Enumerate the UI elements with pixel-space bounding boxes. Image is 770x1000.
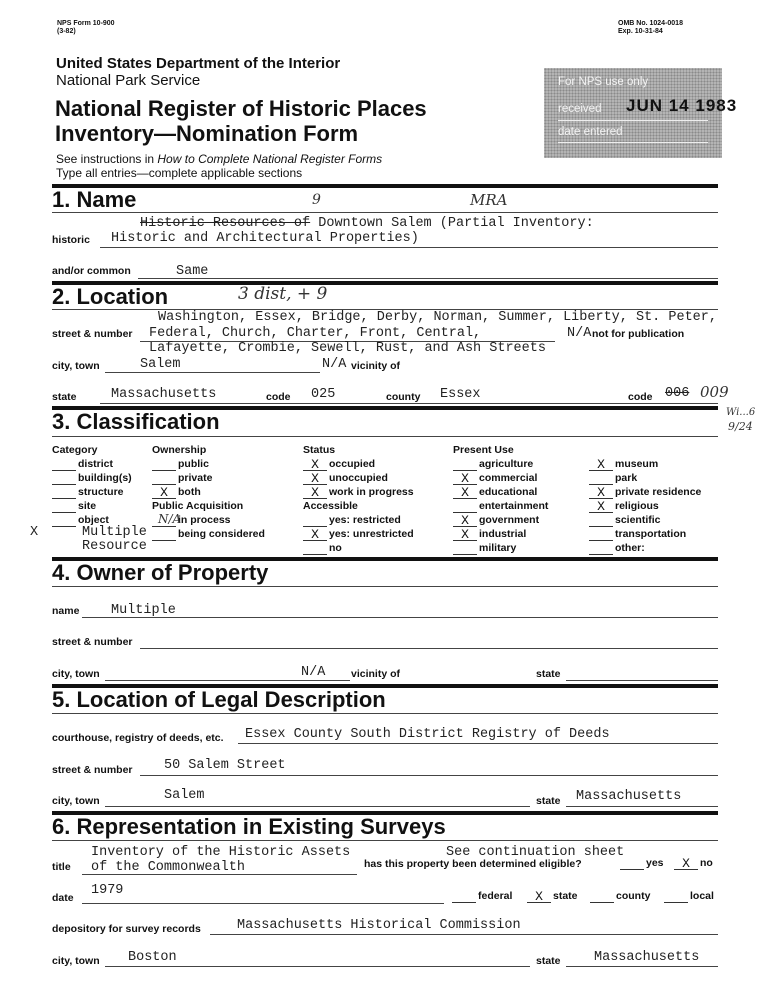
owner-vicinity-value: N/A <box>301 665 326 680</box>
acquisition-being-considered: being considered <box>152 527 265 541</box>
use-government: X government <box>453 513 539 527</box>
legal-state-label: state <box>536 795 561 807</box>
code-value: 025 <box>311 387 336 402</box>
survey-title-label: title <box>52 861 71 873</box>
depository-value: Massachusetts Historical Commission <box>237 918 521 933</box>
category-structure: structure <box>52 485 124 499</box>
use-educational: X educational <box>453 485 537 499</box>
city-label: city, town <box>52 360 100 372</box>
category-multiple-1: Multiple <box>82 525 147 540</box>
use-scientific: scientific <box>589 513 661 527</box>
eligible-question: has this property been determined eligible? <box>364 858 582 870</box>
courthouse-label: courthouse, registry of deeds, etc. <box>52 732 224 744</box>
street-line-2: Federal, Church, Charter, Front, Central, <box>149 326 482 341</box>
state-value: Massachusetts <box>111 387 217 402</box>
common-name-value: Same <box>176 264 209 279</box>
stamp-entered-label: date entered <box>558 126 623 138</box>
expiration: Exp. 10-31-84 <box>618 28 663 35</box>
omb-number: OMB No. 1024-0018 <box>618 20 683 27</box>
category-multiple-mark: X <box>30 525 39 540</box>
use-industrial: X industrial <box>453 527 526 541</box>
stamp-received-date: JUN 14 1983 <box>626 96 738 115</box>
status-work-in-progress: X work in progress <box>303 485 414 499</box>
handwritten-mark: 9 <box>312 192 321 208</box>
legal-city-label: city, town <box>52 795 100 807</box>
code2-handwritten: 009 <box>700 383 729 401</box>
use-commercial: X commercial <box>453 471 537 485</box>
survey-federal: federal <box>452 889 512 903</box>
handwritten-note: 3 dist, + 9 <box>238 284 328 304</box>
survey-city-label: city, town <box>52 955 100 967</box>
historic-name-line-2: Historic and Architectural Properties) <box>111 231 419 246</box>
section-2-title: 2. Location <box>52 284 169 309</box>
status-unoccupied: X unoccupied <box>303 471 388 485</box>
owner-name-label: name <box>52 605 80 617</box>
acquisition-header: Public Acquisition <box>152 500 244 512</box>
state-label: state <box>52 391 77 403</box>
section-rule <box>52 184 718 188</box>
survey-city-value: Boston <box>128 950 177 965</box>
ownership-both: X both <box>152 485 201 499</box>
survey-date-value: 1979 <box>91 883 124 898</box>
stamp-title: For NPS use only <box>558 76 649 88</box>
form-title-2: Inventory—Nomination Form <box>55 121 359 146</box>
ownership-header: Ownership <box>152 444 207 456</box>
survey-state: X state <box>527 889 578 903</box>
section-3-title: 3. Classification <box>52 409 220 434</box>
historic-label: historic <box>52 234 90 246</box>
form-date: (3-82) <box>57 28 76 35</box>
survey-date-label: date <box>52 892 74 904</box>
vicinity-label: vicinity of <box>351 360 401 372</box>
not-for-publication-value: N/A <box>567 326 592 341</box>
use-entertainment: entertainment <box>453 499 548 513</box>
service: National Park Service <box>56 72 201 89</box>
use-transportation: transportation <box>589 527 686 541</box>
use-agriculture: agriculture <box>453 457 533 471</box>
owner-vicinity-label: vicinity of <box>351 668 401 680</box>
margin-note-2: 9/24 <box>728 420 753 433</box>
ownership-public: public <box>152 457 209 471</box>
department: United States Department of the Interior <box>56 55 341 72</box>
street-line-3: Lafayette, Crombie, Sewell, Rust, and Ash Streets <box>149 341 546 356</box>
survey-state-label: state <box>536 955 561 967</box>
category-buildings: building(s) <box>52 471 132 485</box>
form-number: NPS Form 10-900 <box>57 20 115 27</box>
street-line-1: Washington, Essex, Bridge, Derby, Norman, Summer, Liberty, St. Peter, <box>158 310 717 325</box>
form-title-1: National Register of Historic Places <box>55 96 427 121</box>
category-site: site <box>52 499 96 513</box>
stamp-received-label: received <box>558 103 602 115</box>
survey-county: county <box>590 889 650 903</box>
use-military: military <box>453 541 516 555</box>
category-object: object <box>52 513 109 527</box>
legal-street-value: 50 Salem Street <box>164 758 286 773</box>
use-religious: X religious <box>589 499 659 513</box>
survey-local: local <box>664 889 714 903</box>
acquisition-na-handwritten: N/A <box>158 512 182 526</box>
owner-state-label: state <box>536 668 561 680</box>
section-1-title: 1. Name <box>52 187 137 212</box>
nps-use-stamp <box>544 68 738 158</box>
owner-street-label: street & number <box>52 636 133 648</box>
accessible-header: Accessible <box>303 500 358 512</box>
use-other: other: <box>589 541 645 555</box>
instructions: See instructions in How to Complete National Register Forms <box>56 152 383 166</box>
depository-label: depository for survey records <box>52 923 201 935</box>
survey-title-line-2: of the Commonwealth <box>91 860 245 875</box>
section-4-title: 4. Owner of Property <box>52 560 269 585</box>
eligible-yes: yes <box>620 856 664 870</box>
section-6-title: 6. Representation in Existing Surveys <box>52 814 446 839</box>
see-continuation: See continuation sheet <box>446 845 625 860</box>
county-value: Essex <box>440 387 481 402</box>
category-district: district <box>52 457 113 471</box>
vicinity-value: N/A <box>322 357 347 372</box>
code2-struck: 006 <box>665 386 690 401</box>
courthouse-value: Essex County South District Registry of Deeds <box>245 727 610 742</box>
accessible-restricted: yes: restricted <box>303 513 401 527</box>
margin-note-1: Wi...6 <box>726 407 756 418</box>
instructions-2: Type all entries—complete applicable sections <box>56 166 303 180</box>
use-private-residence: X private residence <box>589 485 701 499</box>
city-value: Salem <box>140 357 181 372</box>
category-multiple-2: Resource <box>82 539 147 554</box>
eligible-no: X no <box>674 856 713 870</box>
survey-title-line-1: Inventory of the Historic Assets <box>91 845 351 860</box>
owner-city-label: city, town <box>52 668 100 680</box>
status-occupied: X occupied <box>303 457 375 471</box>
survey-state-value: Massachusetts <box>594 950 700 965</box>
acquisition-in-process: in process <box>152 513 231 527</box>
not-for-publication-label: not for publication <box>592 328 685 340</box>
legal-state-value: Massachusetts <box>576 789 682 804</box>
code2-label: code <box>628 391 653 403</box>
use-museum: X museum <box>589 457 658 471</box>
accessible-no: no <box>303 541 342 555</box>
historic-name-line-1: Historic Resources of Downtown Salem (Partial Inventory: <box>140 216 594 231</box>
code-label: code <box>266 391 291 403</box>
status-header: Status <box>303 444 336 456</box>
category-header: Category <box>52 444 98 456</box>
use-park: park <box>589 471 637 485</box>
common-label: and/or common <box>52 265 131 277</box>
present-use-header: Present Use <box>453 444 514 456</box>
ownership-private: private <box>152 471 212 485</box>
legal-street-label: street & number <box>52 764 133 776</box>
legal-city-value: Salem <box>164 788 205 803</box>
handwritten-mra: MRA <box>470 191 508 209</box>
county-label: county <box>386 391 421 403</box>
accessible-unrestricted: X yes: unrestricted <box>303 527 414 541</box>
section-5-title: 5. Location of Legal Description <box>52 687 386 712</box>
owner-name-value: Multiple <box>111 603 176 618</box>
street-label: street & number <box>52 328 133 340</box>
